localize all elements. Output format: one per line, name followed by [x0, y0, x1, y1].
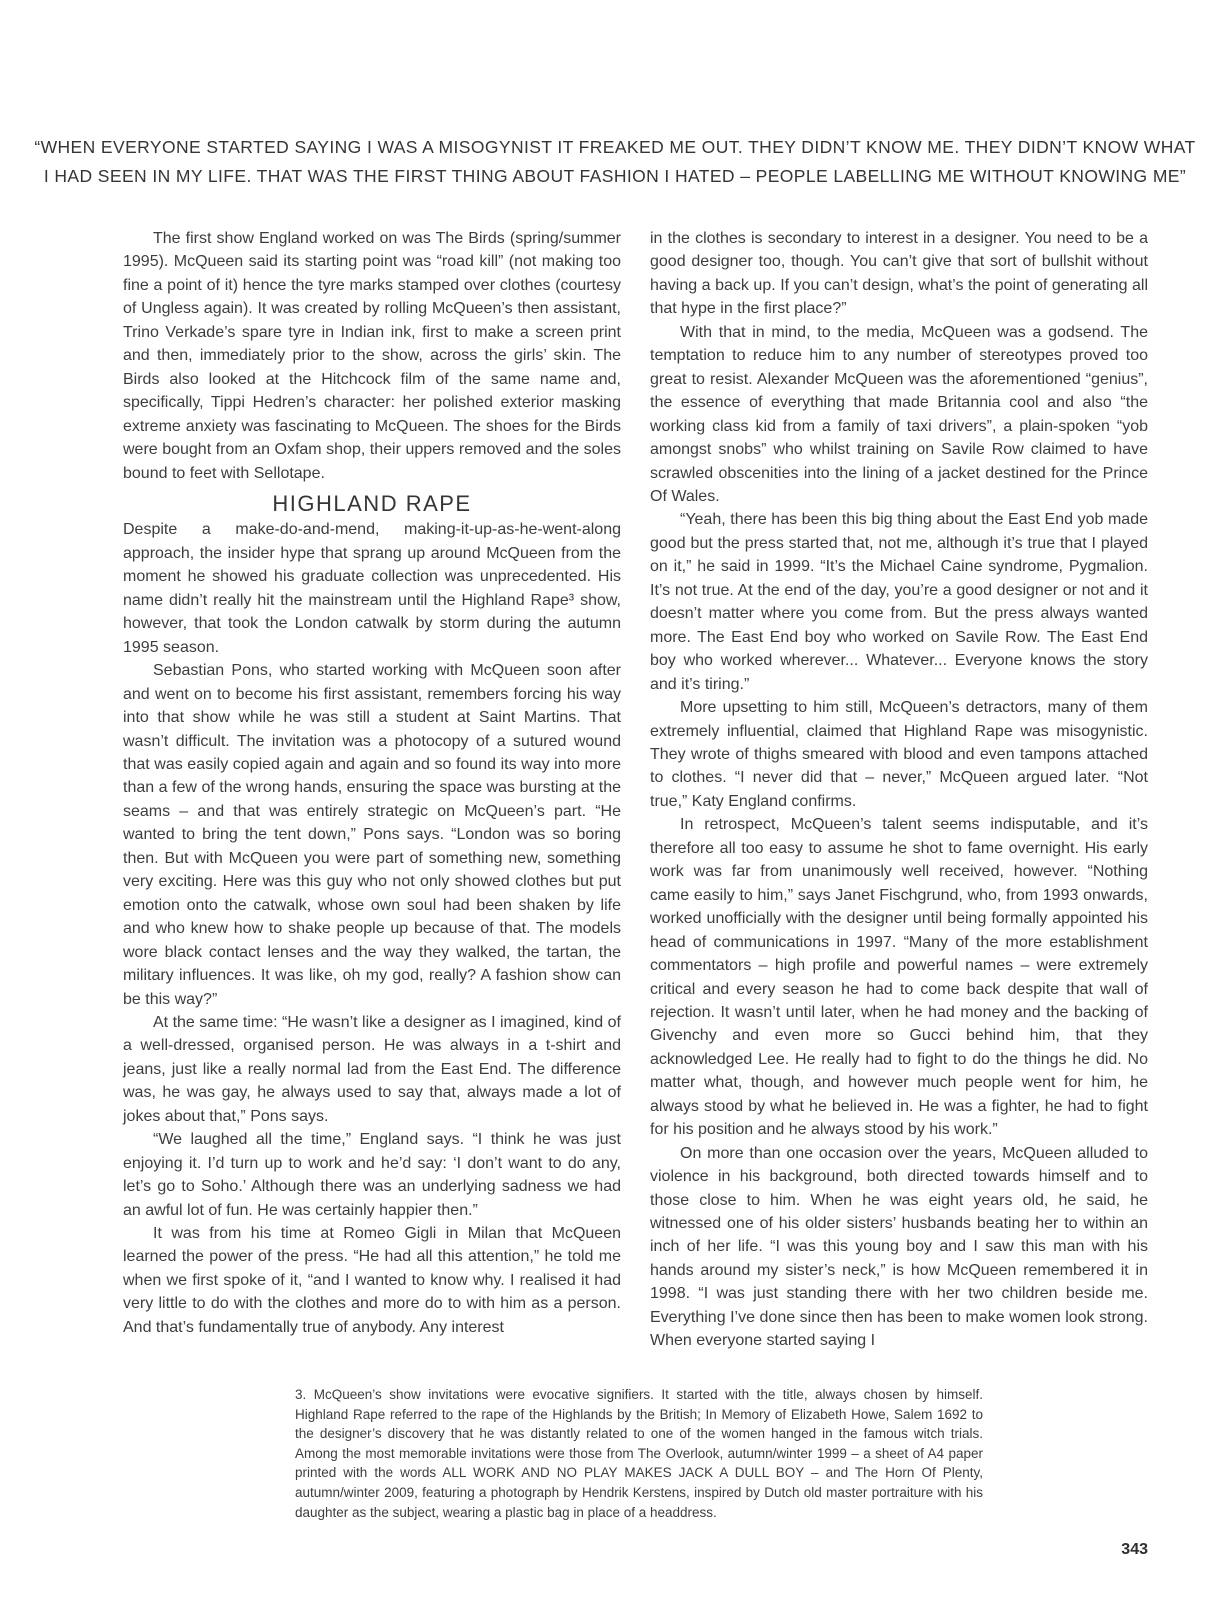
section-heading: HIGHLAND RAPE: [272, 490, 472, 516]
article-columns: [123, 227, 1148, 1353]
paragraph-we-laughed: “We laughed all the time,” England says. “I think he was just enjoying it. I’d turn up to work and he’d say: ‘I don’t want to do any, let’s go to Soho.’ Although there was an underlying sadness we had an awful lot of fun. He was certainly happier then.”: [123, 1131, 621, 1219]
left-column: [123, 227, 621, 1353]
paragraph-romeo-gigli: It was from his time at Romeo Gigli in Milan that McQueen learned the power of the press. “He had all this attention,” he told me when we first spoke of it, “and I wanted to know why. I realised it had very little to do with the clothes and more do to with him as a person. And that’s fundamentally true of anybody. Any interest: [123, 1225, 621, 1336]
paragraph-detractors: More upsetting to him still, McQueen’s detractors, many of them extremely influential, claimed that Highland Rape was misogynistic. They wrote of thighs smeared with blood and even tampons attached to clothes. “I never did that – never,” McQueen argued later. “Not true,” Katy England confirms.: [650, 699, 1148, 810]
pull-quote-line-2: I HAD SEEN IN MY LIFE. THAT WAS THE FIRST THING ABOUT FASHION I HATED – PEOPLE LABELLING ME WITHOUT KNOWING ME”: [43, 166, 1187, 186]
page-number: 343: [1121, 1541, 1148, 1558]
paragraph-violence-background: On more than one occasion over the years, McQueen alluded to violence in his background, both directed towards himself and to those close to him. When he was eight years old, he said, he witnessed one of his older sisters’ husbands beating her to within an inch of her life. “I was this young boy and I saw this man with his hands around my sister’s neck,” is how McQueen remembered it in 1998. “I was just standing there with her two children beside me. Everything I’ve done since then has been to make women look strong. When everyone started saying I: [650, 1144, 1148, 1350]
paragraph-birds: The first show England worked on was The Birds (spring/summer 1995). McQueen said its starting point was “road kill” (not making too fine a point of it) hence the tyre marks stamped over clothes (courtesy of Ungless again). It was created by rolling McQueen’s then assistant, Trino Verkade’s spare tyre in Indian ink, first to make a screen print and then, immediately prior to the show, across the girls’ skin. The Birds also looked at the Hitchcock film of the same name and, specifically, Tippi Hedren’s character: her polished exterior masking extreme anxiety was fascinating to McQueen. The shoes for the Birds were bought from an Oxfam shop, their uppers removed and the soles bound to feet with Sellotape.: [123, 230, 621, 482]
paragraph-media-godsend: With that in mind, to the media, McQueen was a godsend. The temptation to reduce him to any number of stereotypes proved too great to resist. Alexander McQueen was the aforementioned “genius”, the essence of everything that made Britannia cool and also “the working class kid from a family of taxi drivers”, a plain-spoken “yob amongst snobs” who whilst training on Savile Row claimed to have scrawled obscenities into the lining of a jacket destined for the Prince Of Wales.: [650, 323, 1148, 505]
footnote: 3. McQueen’s show invitations were evocative signifiers. It started with the title, always chosen by himself. Highland Rape referred to the rape of the Highlands by the British; In Memory of Elizabeth Howe, Salem 1692 to the designer’s discovery that he was distantly related to one of the women hanged in the famous witch trials. Among the most memorable invitations were those from The Overlook, autumn/winter 1999 – a sheet of A4 paper printed with the words ALL WORK AND NO PLAY MAKES JACK A DULL BOY – and The Horn Of Plenty, autumn/winter 2009, featuring a photograph by Hendrik Kerstens, inspired by Dutch old master portraiture with his daughter as the subject, wearing a plastic bag in place of a headdress.: [295, 1387, 983, 1520]
paragraph-at-the-same-time: At the same time: “He wasn’t like a designer as I imagined, kind of a well-dressed, organised person. He was always in a t-shirt and jeans, just like a really normal lad from the East End. The difference was, he was gay, he always used to say that, always made a lot of jokes about that,” Pons says.: [123, 1013, 621, 1125]
paragraph-highland-rape-intro: Despite a make-do-and-mend, making-it-up-as-he-went-along approach, the insider hype that sprang up around McQueen from the moment he showed his graduate collection was unprecedented. His name didn’t really hit the mainstream until the Highland Rape³ show, however, that took the London catwalk by storm during the autumn 1995 season.: [123, 521, 621, 656]
paragraph-east-end-yob: “Yeah, there has been this big thing about the East End yob made good but the press started that, not me, although it’s true that I played on it,” he said in 1999. “It’s the Michael Caine syndrome, Pygmalion. It’s not true. At the end of the day, you’re a good designer or not and it doesn’t matter where you come from. But the press always wanted more. The East End boy who worked on Savile Row. The East End boy who worked wherever... Whatever... Everyone knows the story and it’s tiring.”: [650, 511, 1148, 693]
pull-quote-line-1: “WHEN EVERYONE STARTED SAYING I WAS A MISOGYNIST IT FREAKED ME OUT. THEY DIDN’T KNOW ME. THEY DIDN’T KNOW WHAT: [34, 137, 1196, 157]
paragraph-in-retrospect: In retrospect, McQueen’s talent seems indisputable, and it’s therefore all too easy to assume he shot to fame overnight. His early work was far from unanimously well received, however. “Nothing came easily to him,” says Janet Fischgrund, who, from 1993 onwards, worked unofficially with the designer until being formally appointed his head of communications in 1997. “Many of the more establishment commentators – high profile and powerful names – were extremely critical and every season he had to come back despite that wall of rejection. It wasn’t until later, when he had money and the backing of Givenchy and even more so Gucci behind him, that they acknowledged Lee. He really had to fight to do the things he did. No matter what, though, and however much people went for him, he always stood by what he believed in. He was a fighter, he had to fight for his position and he always stood by his work.”: [650, 816, 1148, 1139]
right-column: [650, 227, 1148, 1353]
paragraph-sebastian-pons: Sebastian Pons, who started working with McQueen soon after and went on to become his first assistant, remembers forcing his way into that show while he was still a student at Saint Martins. That wasn’t difficult. The invitation was a photocopy of a sutured wound that was easily copied again and again and so found its way into more than a few of the wrong hands, ensuring the space was bursting at the seams – and that was entirely strategic on McQueen’s part. “He wanted to bring the tent down,” Pons says. “London was so boring then. But with McQueen you were part of something new, something very exciting. Here was this guy who not only showed clothes but put emotion onto the catwalk, whose own soul had been shaken by life and who knew how to shake people up because of that. The models wore black contact lenses and the way they walked, the tartan, the military influences. It was like, oh my god, really? A fashion show can be this way?”: [123, 662, 621, 1008]
paragraph-clothes-secondary: in the clothes is secondary to interest in a designer. You need to be a good designer too, though. You can’t give that sort of bullshit without having a back up. If you can’t design, what’s the point of generating all that hype in the first place?”: [650, 230, 1148, 318]
pull-quote: [0, 133, 1230, 191]
